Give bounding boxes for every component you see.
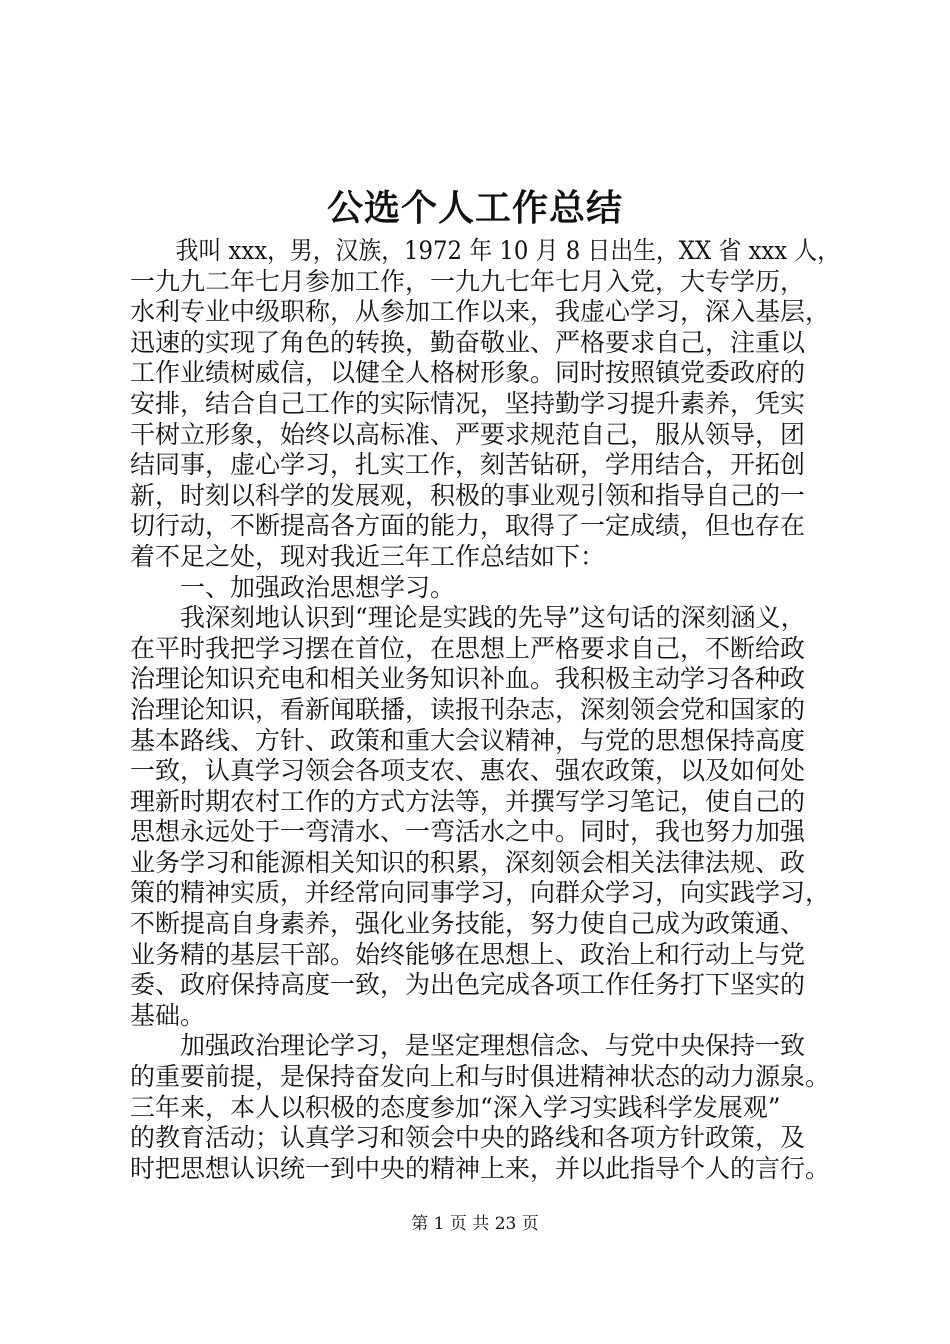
body-line: 干树立形象，始终以高标准、严要求规范自己，服从领导，团: [130, 419, 806, 449]
body-line: 业务精的基层干部。始终能够在思想上、政治上和行动上与党: [130, 939, 806, 969]
document-title: 公选个人工作总结: [326, 187, 623, 229]
body-line: 的重要前提，是保持奋发向上和与时俱进精神状态的动力源泉。: [130, 1062, 831, 1092]
document-body: [130, 236, 840, 1184]
body-line: 基础。: [130, 1000, 206, 1030]
body-line: 的教育活动；认真学习和领会中央的路线和各项方针政策，及: [130, 1123, 806, 1153]
body-line: 水利专业中级职称，从参加工作以来，我虚心学习，深入基层，: [130, 297, 831, 327]
body-line: 时把思想认识统一到中央的精神上来，并以此指导个人的言行。: [130, 1153, 831, 1183]
body-line: 加强政治理论学习，是坚定理想信念、与党中央保持一致: [130, 1031, 806, 1061]
body-line: 治理论知识充电和相关业务知识补血。我积极主动学习各种政: [130, 664, 806, 694]
body-line: 基本路线、方针、政策和重大会议精神，与党的思想保持高度: [130, 725, 806, 755]
body-line: 不断提高自身素养，强化业务技能，努力使自己成为政策通、: [130, 909, 806, 939]
body-line: 新，时刻以科学的发展观，积极的事业观引领和指导自己的一: [130, 480, 806, 510]
body-line: 一、加强政治思想学习。: [130, 572, 456, 602]
body-line: 委、政府保持高度一致，为出色完成各项工作任务打下坚实的: [130, 970, 806, 1000]
body-line: 切行动，不断提高各方面的能力，取得了一定成绩，但也存在: [130, 511, 806, 541]
body-line: 治理论知识，看新闻联播，读报刊杂志，深刻领会党和国家的: [130, 694, 806, 724]
body-line: 工作业绩树威信，以健全人格树形象。同时按照镇党委政府的: [130, 358, 806, 388]
body-line: 三年来，本人以积极的态度参加“深入学习实践科学发展观”: [130, 1092, 781, 1122]
body-line: 在平时我把学习摆在首位，在思想上严格要求自己，不断给政: [130, 633, 806, 663]
body-line: 一九九二年七月参加工作，一九九七年七月入党，大专学历，: [130, 266, 806, 296]
body-line: 安排，结合自己工作的实际情况，坚持勤学习提升素养，凭实: [130, 388, 806, 418]
body-line: 着不足之处，现对我近三年工作总结如下：: [130, 541, 606, 571]
body-line: 我深刻地认识到“理论是实践的先导”这句话的深刻涵义，: [130, 603, 806, 633]
body-line: 结同事，虚心学习，扎实工作，刻苦钻研，学用结合，开拓创: [130, 450, 806, 480]
body-line: 理新时期农村工作的方式方法等，并撰写学习笔记，使自己的: [130, 786, 806, 816]
body-line: 一致，认真学习领会各项支农、惠农、强农政策，以及如何处: [130, 756, 806, 786]
body-line: 业务学习和能源相关知识的积累，深刻领会相关法律法规、政: [130, 847, 806, 877]
body-line: 思想永远处于一弯清水、一弯活水之中。同时，我也努力加强: [130, 817, 806, 847]
body-line: 策的精神实质，并经常向同事学习，向群众学习，向实践学习，: [130, 878, 831, 908]
page-footer: 第 1 页 共 23 页: [411, 1214, 539, 1234]
body-line: 我叫 xxx，男，汉族，1972 年 10 月 8 日出生，XX 省 xxx 人，: [130, 236, 841, 265]
body-line: 迅速的实现了角色的转换，勤奋敬业、严格要求自己，注重以: [130, 327, 806, 357]
